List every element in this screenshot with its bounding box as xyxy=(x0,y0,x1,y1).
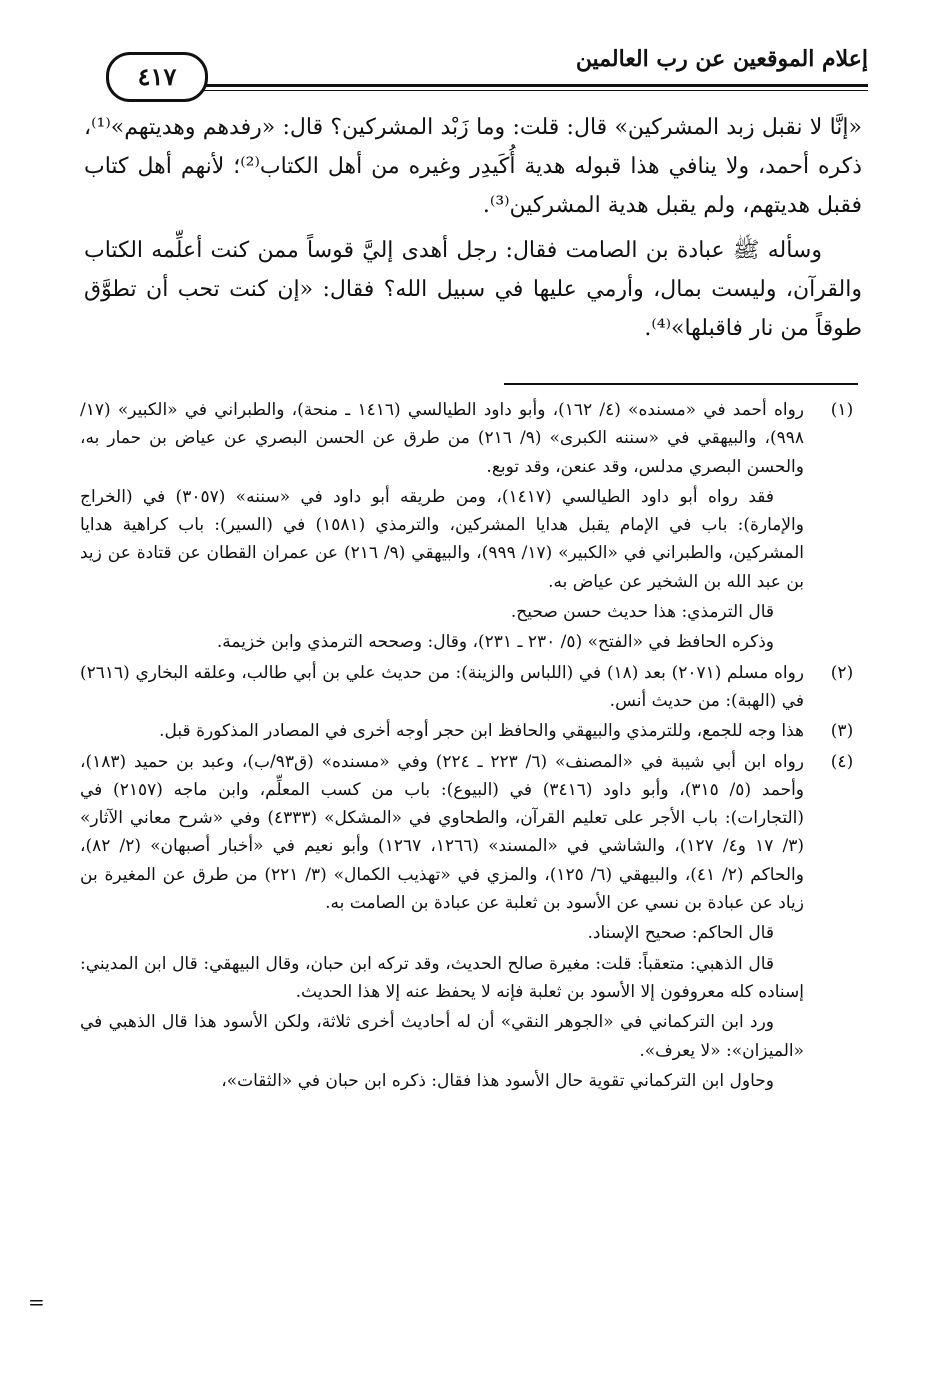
footnote xyxy=(80,396,862,657)
footnote xyxy=(80,659,862,716)
book-title: إعلام الموقعين عن رب العالمين xyxy=(575,46,868,72)
footnote xyxy=(80,717,862,745)
footnote xyxy=(80,748,862,1096)
header-rule-thin xyxy=(188,90,868,91)
footnotes xyxy=(80,396,862,1095)
footnote-text: فقد رواه أبو داود الطيالسي (١٤١٧)، ومن طريقه أبو داود في «سننه» (٣٠٥٧) في (الخراج والإمارة): باب في الإمام يقبل هدايا المشركين، والترمذي (١٥٨١) في (السير): باب كراهية هدايا المشركين، والطبراني في «الكبير» (١٧/ ٩٩٩)، والبيهقي (٩/ ٢١٦) عن عمران القطان عن قتادة عن زيد بن عبد الله بن الشخير عن عياض به. xyxy=(80,486,804,592)
footnote-text: قال الذهبي: متعقباً: قلت: مغيرة صالح الحديث، وقد تركه ابن حبان، وقال البيهقي: قال ابن المديني: إسناده كله معروفون إلا الأسود بن ثعلبة فإنه لا يحفظ عنه إلا هذا الحديث. xyxy=(80,953,804,1002)
main-paragraph: «إنَّا لا نقبل زبد المشركين» قال: قلت: وما زَبْد المشركين؟ قال: «رفدهم وهديتهم»⁽¹⁾، ذكره أحمد، ولا ينافي هذا قبوله هدية أُكَيدِر وغيره من أهل الكتاب⁽²⁾؛ لأنهم أهل كتاب فقبل هديتهم، ولم يقبل هدية المشركين⁽³⁾. xyxy=(84,115,862,218)
main-paragraph: وسأله ﷺ عبادة بن الصامت فقال: رجل أهدى إليَّ قوساً ممن كنت أعلِّمه الكتاب والقرآن، وليست بمال، وأرمي عليها في سبيل الله؟ فقال: «إن كنت تحب أن تطوَّق طوقاً من نار فاقبلها»⁽⁴⁾. xyxy=(84,238,862,341)
footnote-text: وحاول ابن التركماني تقوية حال الأسود هذا فقال: ذكره ابن حبان في «الثقات»، xyxy=(221,1070,774,1091)
footnote-text: رواه أحمد في «مسنده» (٤/ ١٦٢)، وأبو داود الطيالسي (١٤١٦ ـ منحة)، والطبراني في «الكبير» (١٧/ ٩٩٨)، والبيهقي في «سننه الكبرى» (٩/ ٢١٦) من طرق عن الحسن البصري عن عياض بن حمار به، والحسن البصري مدلس، وقد عنعن، وقد توبع. xyxy=(80,400,805,477)
footnote-text: هذا وجه للجمع، وللترمذي والبيهقي والحافظ ابن حجر أوجه أخرى في المصادر المذكورة قبل. xyxy=(159,721,804,742)
footnote-text: قال الحاكم: صحيح الإسناد. xyxy=(587,923,774,944)
footnote-number: (٣) xyxy=(830,721,854,742)
page-number: ٤١٧ xyxy=(106,52,208,102)
footnote-number: (٤) xyxy=(830,751,854,772)
footnote-text: رواه مسلم (٢٠٧١) بعد (١٨) في (اللباس والزينة): من حديث علي بن أبي طالب، وعلقه البخاري (٢٦١٦) في (الهبة): من حديث أنس. xyxy=(80,662,804,711)
page-header xyxy=(88,40,868,100)
continuation-mark: = xyxy=(28,1290,45,1314)
footnote-text: وذكره الحافظ في «الفتح» (٥/ ٢٣٠ ـ ٢٣١)، وقال: وصححه الترمذي وابن خزيمة. xyxy=(216,632,774,653)
footnote-separator xyxy=(504,383,858,385)
footnote-number: (١) xyxy=(830,400,854,420)
footnote-text: رواه ابن أبي شيبة في «المصنف» (٦/ ٢٢٣ ـ ٢٢٤) وفي «مسنده» (ق٩٣/ب)، وعبد بن حميد (١٨٣)، وأحمد (٥/ ٣١٥)، وأبو داود (٣٤١٦) في (البيوع): باب من كسب المعلِّم، وابن ماجه (٢١٥٧) في (التجارات): باب الأجر على تعليم القرآن، والطحاوي في «المشكل» (٤٣٣٣) وفي «شرح معاني الآثار» (٣/ ١٧ و٤/ ١٢٧)، والشاشي في «المسند» (١٢٦٦، ١٢٦٧) وأبو نعيم في «أخبار أصبهان» (٢/ ٨٢)، والحاكم (٢/ ٤١)، والبيهقي (٦/ ١٢٥)، والمزي في «تهذيب الكمال» (٣/ ٢٢١) من طرق عن المغيرة بن زياد عن عبادة بن نسي عن الأسود بن ثعلبة عن عبادة بن الصامت به. xyxy=(80,751,805,914)
footnote-text: ورد ابن التركماني في «الجوهر النقي» أن له أحاديث أخرى ثلاثة، ولكن الأسود هذا قال الذهبي في «الميزان»: «لا يعرف». xyxy=(80,1012,804,1061)
header-rule xyxy=(188,84,868,87)
footnote-text: قال الترمذي: هذا حديث حسن صحيح. xyxy=(510,602,774,623)
main-text xyxy=(84,108,862,348)
footnote-number: (٢) xyxy=(830,662,854,683)
